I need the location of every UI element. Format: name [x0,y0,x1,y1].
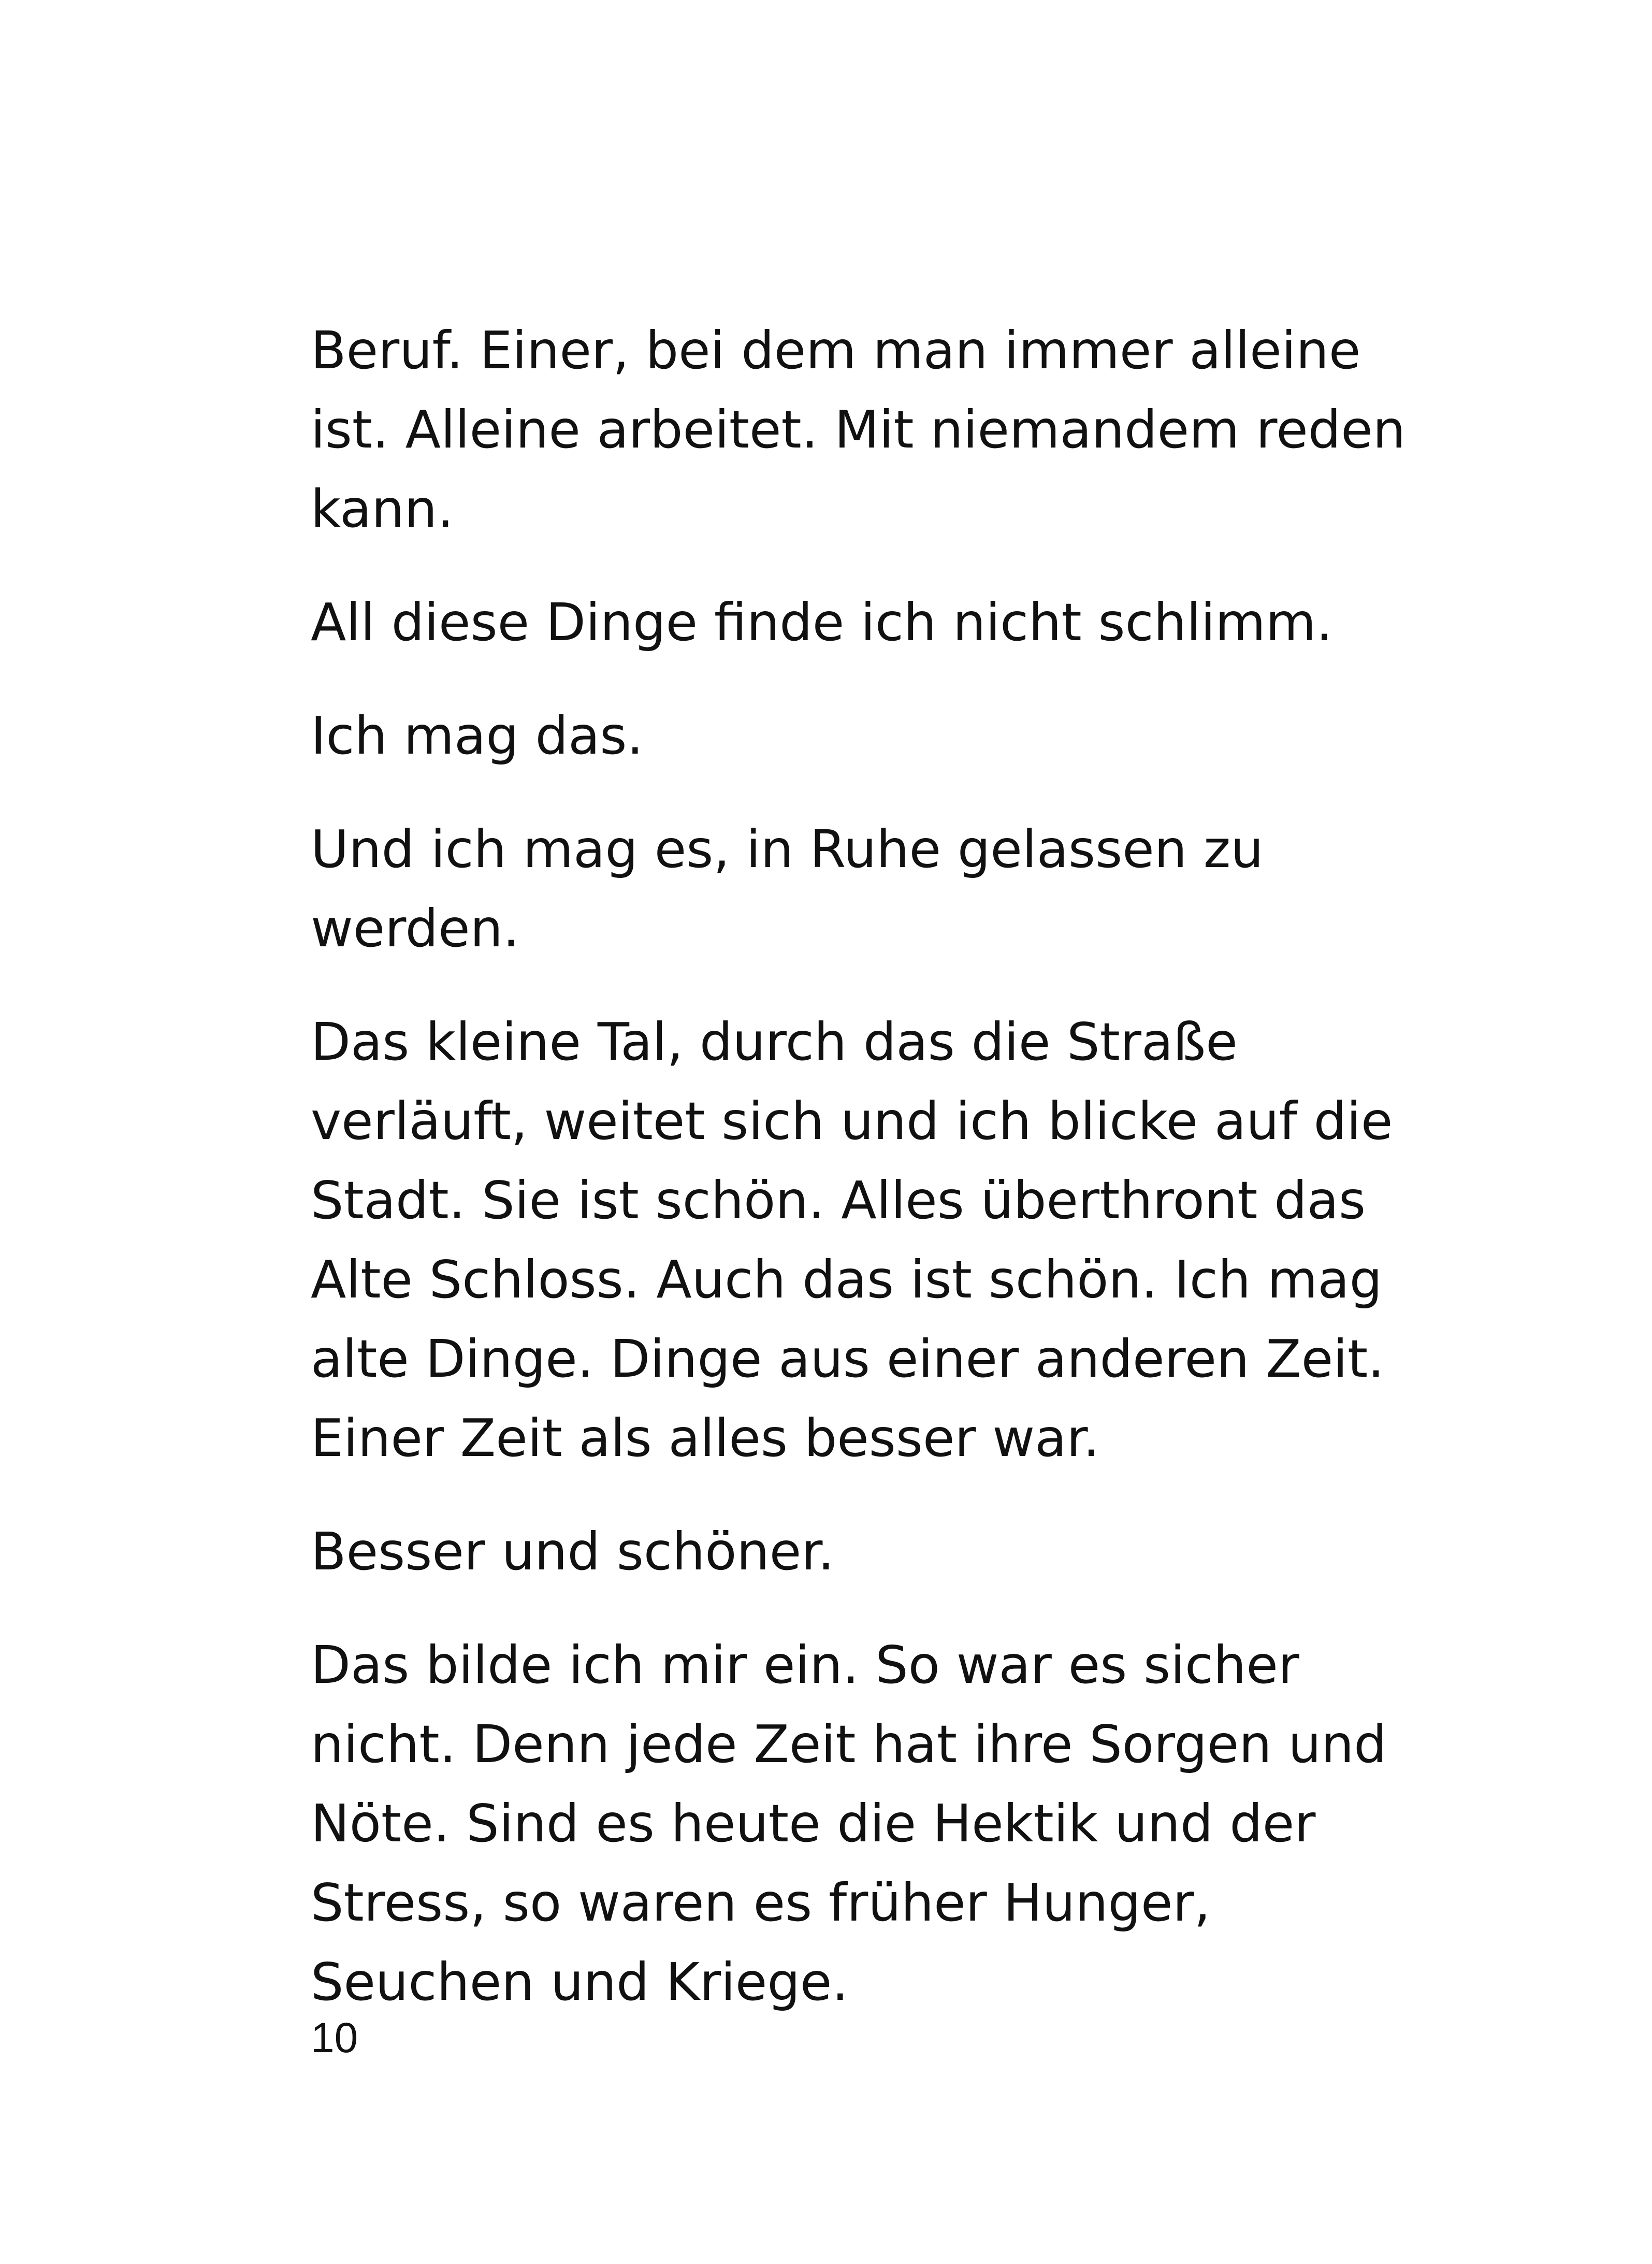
text-line: kann. [311,479,454,539]
text-line: werden. [311,898,519,959]
text-line: Und ich mag es, in Ruhe gelassen zu [311,819,1264,879]
paragraph [311,311,1406,549]
text-line: Alte Schloss. Auch das ist schön. Ich mag [311,1249,1383,1310]
text-line: All diese Dinge finde ich nicht schlimm. [311,592,1333,653]
text-line: Stress, so waren es früher Hunger, [311,1872,1211,1933]
paragraph [311,1512,1393,1591]
text-line: Das bilde ich mir ein. So war es sicher [311,1635,1299,1695]
paragraph [311,810,1393,968]
text-line: Besser und schöner. [311,1521,835,1582]
text-line: Beruf. Einer, bei dem man immer alleine [311,320,1361,381]
paragraph [311,696,1393,775]
text-line: nicht. Denn jede Zeit hat ihre Sorgen und [311,1714,1387,1775]
text-line: Einer Zeit als alles besser war. [311,1408,1100,1468]
paragraph [311,583,1393,662]
page-number: 10 [311,2014,358,2061]
text-line: verläuft, weitet sich und ich blicke auf die [311,1091,1393,1151]
body-text [311,311,1406,2056]
text-line: alte Dinge. Dinge aus einer anderen Zeit. [311,1329,1384,1389]
paragraph [311,1625,1393,2022]
text-line: ist. Alleine arbeitet. Mit niemandem reden [311,399,1406,460]
text-line: Seuchen und Kriege. [311,1952,849,2012]
paragraph [311,1002,1393,1478]
text-line: Nöte. Sind es heute die Hektik und der [311,1793,1316,1854]
text-line: Ich mag das. [311,705,644,766]
text-line: Das kleine Tal, durch das die Straße [311,1012,1238,1072]
text-line: Stadt. Sie ist schön. Alles überthront das [311,1170,1366,1231]
